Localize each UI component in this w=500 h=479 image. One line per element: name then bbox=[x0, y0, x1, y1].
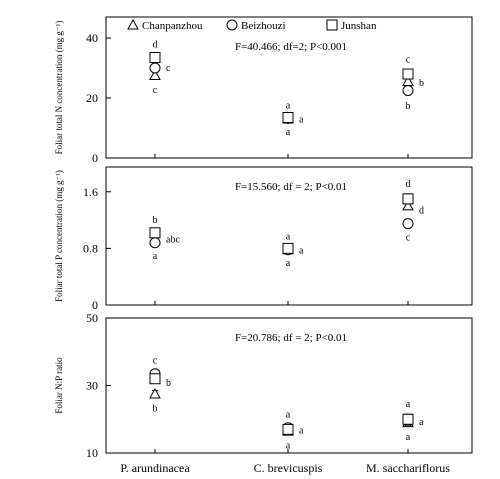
significance-letter: c bbox=[152, 355, 158, 367]
y-tick-label: 0 bbox=[92, 151, 98, 165]
legend-label: Junshan bbox=[341, 20, 377, 32]
legend-marker-triangle bbox=[128, 20, 138, 29]
statistic-annotation: F=20.786; df = 2; P<0.01 bbox=[234, 332, 348, 344]
x-category-label: M. sacchariflorus bbox=[366, 461, 450, 475]
data-point-square bbox=[283, 243, 293, 253]
data-point-circle bbox=[150, 238, 160, 248]
significance-letter: b bbox=[419, 78, 424, 89]
data-point-square bbox=[403, 414, 413, 424]
legend-marker-square bbox=[327, 20, 337, 30]
significance-letter: a bbox=[285, 440, 291, 452]
y-tick-label: 1.6 bbox=[83, 184, 98, 199]
y-tick-label: 20 bbox=[86, 91, 98, 105]
significance-letter: a bbox=[285, 126, 291, 138]
significance-letter: d bbox=[152, 39, 158, 51]
significance-letter: a bbox=[299, 114, 304, 126]
significance-letter: b bbox=[152, 214, 158, 226]
legend-label: Beizhouzi bbox=[241, 20, 286, 32]
significance-letter: a bbox=[285, 231, 291, 243]
significance-letter: b bbox=[405, 101, 411, 112]
data-point-square bbox=[403, 194, 413, 204]
significance-letter: a bbox=[299, 245, 304, 257]
data-point-triangle bbox=[150, 389, 160, 398]
significance-letter: a bbox=[299, 425, 304, 437]
y-tick-label: 30 bbox=[86, 378, 98, 393]
significance-letter: d bbox=[419, 205, 424, 217]
data-point-square bbox=[150, 53, 160, 63]
y-tick-label: 10 bbox=[86, 446, 98, 460]
significance-letter: a bbox=[285, 409, 291, 421]
panel-3 bbox=[54, 311, 472, 460]
legend bbox=[128, 20, 377, 32]
data-point-circle bbox=[150, 63, 160, 73]
y-tick-label: 50 bbox=[86, 311, 98, 325]
significance-letter: a bbox=[405, 432, 411, 443]
x-category-label: C. brevicuspis bbox=[253, 461, 323, 475]
significance-letter: c bbox=[405, 54, 411, 66]
x-category-label: P. arundinacea bbox=[120, 461, 190, 475]
significance-letter: c bbox=[152, 85, 158, 97]
significance-letter: a bbox=[419, 416, 424, 428]
data-point-square bbox=[150, 374, 160, 384]
y-axis-label: Foliar N:P ratio bbox=[54, 357, 64, 414]
y-tick-label: 40 bbox=[86, 31, 98, 45]
legend-label: Chanpanzhou bbox=[142, 20, 203, 32]
y-tick-label: 0 bbox=[92, 298, 98, 312]
data-point-circle bbox=[403, 86, 413, 96]
y-tick-label: 0.8 bbox=[83, 241, 98, 256]
data-point-square bbox=[283, 113, 293, 123]
data-point-square bbox=[283, 424, 293, 434]
data-point-square bbox=[150, 228, 160, 238]
x-axis-categories bbox=[120, 461, 450, 475]
statistic-annotation: F=40.466; df=2; P<0.001 bbox=[234, 41, 348, 53]
data-point-square bbox=[403, 69, 413, 79]
significance-letter: c bbox=[166, 63, 171, 74]
statistic-annotation: F=15.560; df = 2; P<0.01 bbox=[234, 181, 348, 193]
y-axis-label: Foliar total N concentration (mg g⁻¹) bbox=[54, 20, 64, 155]
significance-letter: b bbox=[152, 403, 158, 415]
significance-letter: a bbox=[405, 399, 411, 411]
significance-letter: c bbox=[405, 232, 411, 244]
significance-letter: d bbox=[405, 178, 411, 190]
significance-letter: a bbox=[285, 257, 291, 269]
panel-2 bbox=[54, 167, 472, 312]
significance-letter: abc bbox=[166, 234, 180, 246]
panel-1 bbox=[54, 17, 472, 165]
legend-marker-circle bbox=[227, 20, 237, 30]
significance-letter: b bbox=[166, 378, 171, 390]
data-point-circle bbox=[403, 219, 413, 229]
significance-letter: a bbox=[152, 250, 158, 262]
significance-letter: a bbox=[285, 100, 291, 112]
y-axis-label: Foliar total P concentration (mg g⁻¹) bbox=[54, 170, 64, 302]
